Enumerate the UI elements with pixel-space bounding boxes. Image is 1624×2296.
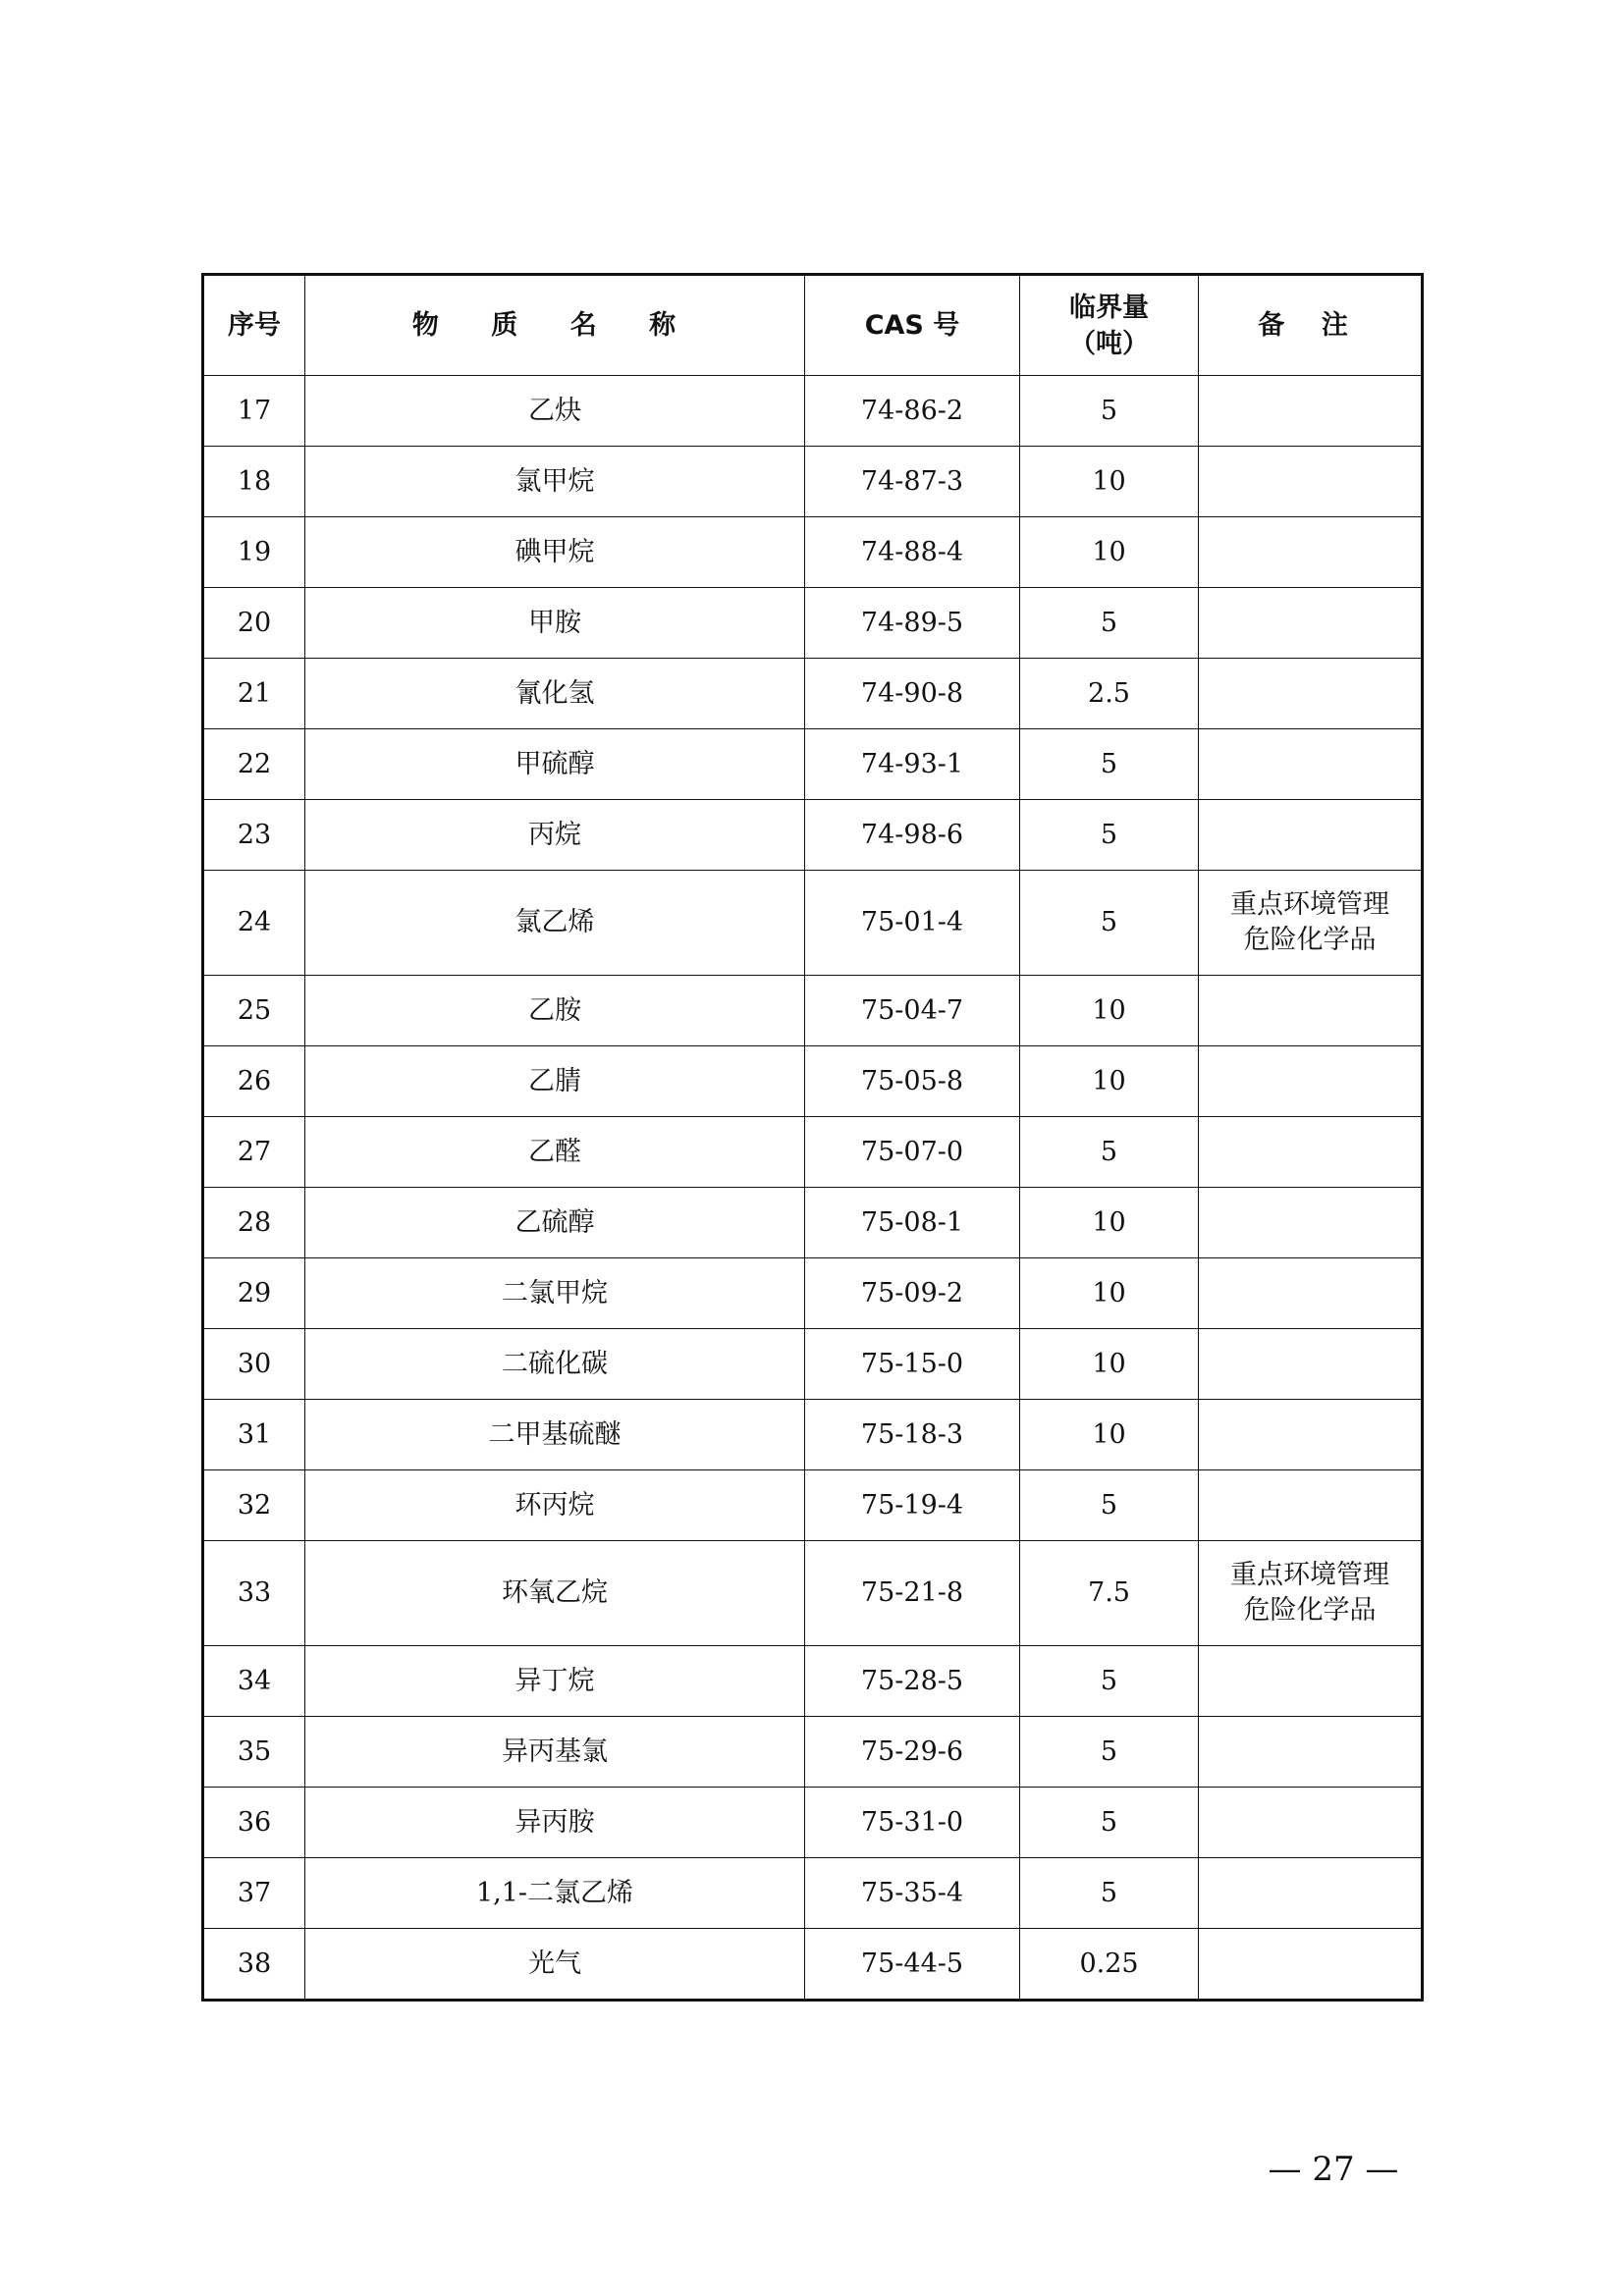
cell-threshold: 10 <box>1020 1400 1199 1470</box>
cell-cas: 74-89-5 <box>805 588 1020 659</box>
cell-threshold: 10 <box>1020 1329 1199 1400</box>
table-row <box>203 1717 1423 1788</box>
header-note: 备 注 <box>1199 275 1423 376</box>
table-row <box>203 376 1423 447</box>
cell-note <box>1199 447 1423 517</box>
cell-index: 33 <box>203 1541 305 1646</box>
cell-note <box>1199 376 1423 447</box>
hazard-substance-table-wrapper <box>201 273 1421 2002</box>
cell-name: 二硫化碳 <box>305 1329 805 1400</box>
cell-index: 27 <box>203 1117 305 1188</box>
table-row <box>203 1541 1423 1646</box>
cell-name: 乙醛 <box>305 1117 805 1188</box>
cell-index: 32 <box>203 1470 305 1541</box>
cell-threshold: 0.25 <box>1020 1929 1199 2001</box>
cell-note <box>1199 1117 1423 1188</box>
cell-cas: 75-28-5 <box>805 1646 1020 1717</box>
cell-note-line1: 重点环境管理 <box>1230 1560 1389 1590</box>
cell-threshold: 5 <box>1020 1717 1199 1788</box>
cell-name: 环氧乙烷 <box>305 1541 805 1646</box>
cell-name: 乙炔 <box>305 376 805 447</box>
cell-index: 20 <box>203 588 305 659</box>
cell-cas: 74-98-6 <box>805 800 1020 871</box>
cell-index: 24 <box>203 871 305 976</box>
cell-cas: 74-90-8 <box>805 659 1020 729</box>
cell-cas: 75-35-4 <box>805 1858 1020 1929</box>
cell-note <box>1199 976 1423 1046</box>
cell-index: 31 <box>203 1400 305 1470</box>
cell-threshold: 5 <box>1020 1117 1199 1188</box>
cell-name: 环丙烷 <box>305 1470 805 1541</box>
cell-index: 35 <box>203 1717 305 1788</box>
cell-note <box>1199 1929 1423 2001</box>
cell-note <box>1199 1646 1423 1717</box>
cell-index: 29 <box>203 1258 305 1329</box>
cell-threshold: 7.5 <box>1020 1541 1199 1646</box>
cell-cas: 74-93-1 <box>805 729 1020 800</box>
cell-note <box>1199 659 1423 729</box>
cell-cas: 75-44-5 <box>805 1929 1020 2001</box>
table-row <box>203 1117 1423 1188</box>
hazard-substance-table <box>201 273 1424 2002</box>
cell-name: 异丙胺 <box>305 1788 805 1858</box>
cell-threshold: 10 <box>1020 1046 1199 1117</box>
cell-index: 17 <box>203 376 305 447</box>
cell-cas: 75-31-0 <box>805 1788 1020 1858</box>
header-index: 序号 <box>203 275 305 376</box>
cell-cas: 75-15-0 <box>805 1329 1020 1400</box>
header-cas: CAS 号 <box>805 275 1020 376</box>
cell-threshold: 10 <box>1020 1188 1199 1258</box>
cell-note <box>1199 1046 1423 1117</box>
cell-name: 异丁烷 <box>305 1646 805 1717</box>
cell-name: 碘甲烷 <box>305 517 805 588</box>
cell-threshold: 5 <box>1020 871 1199 976</box>
cell-cas: 74-87-3 <box>805 447 1020 517</box>
cell-threshold: 5 <box>1020 1788 1199 1858</box>
table-row <box>203 447 1423 517</box>
cell-index: 38 <box>203 1929 305 2001</box>
cell-name: 1,1-二氯乙烯 <box>305 1858 805 1929</box>
cell-cas: 75-21-8 <box>805 1541 1020 1646</box>
cell-cas: 75-08-1 <box>805 1188 1020 1258</box>
table-row <box>203 1646 1423 1717</box>
header-threshold-label: 临界量 <box>1069 292 1149 323</box>
table-row <box>203 517 1423 588</box>
cell-threshold: 5 <box>1020 1646 1199 1717</box>
cell-threshold: 2.5 <box>1020 659 1199 729</box>
cell-name: 二甲基硫醚 <box>305 1400 805 1470</box>
table-row <box>203 871 1423 976</box>
cell-cas: 75-04-7 <box>805 976 1020 1046</box>
table-row <box>203 1046 1423 1117</box>
cell-note-line2: 危险化学品 <box>1243 925 1377 955</box>
cell-index: 19 <box>203 517 305 588</box>
cell-cas: 75-01-4 <box>805 871 1020 976</box>
cell-note <box>1199 1541 1423 1646</box>
table-row <box>203 659 1423 729</box>
cell-threshold: 5 <box>1020 588 1199 659</box>
table-row <box>203 1329 1423 1400</box>
table-header-row <box>203 275 1423 376</box>
cell-note <box>1199 871 1423 976</box>
header-threshold <box>1020 275 1199 376</box>
cell-cas: 74-86-2 <box>805 376 1020 447</box>
cell-note <box>1199 1329 1423 1400</box>
table-row <box>203 1788 1423 1858</box>
cell-index: 25 <box>203 976 305 1046</box>
cell-name: 二氯甲烷 <box>305 1258 805 1329</box>
cell-threshold: 5 <box>1020 376 1199 447</box>
cell-note <box>1199 1717 1423 1788</box>
cell-name: 异丙基氯 <box>305 1717 805 1788</box>
cell-cas: 75-18-3 <box>805 1400 1020 1470</box>
cell-threshold: 10 <box>1020 976 1199 1046</box>
cell-name: 甲硫醇 <box>305 729 805 800</box>
cell-threshold: 10 <box>1020 1258 1199 1329</box>
table-row <box>203 729 1423 800</box>
header-threshold-unit: （吨） <box>1069 328 1149 359</box>
cell-index: 26 <box>203 1046 305 1117</box>
cell-note-line1: 重点环境管理 <box>1230 889 1389 920</box>
cell-note <box>1199 1470 1423 1541</box>
cell-threshold: 5 <box>1020 1858 1199 1929</box>
cell-note-line2: 危险化学品 <box>1243 1595 1377 1626</box>
table-row <box>203 1400 1423 1470</box>
cell-note <box>1199 1188 1423 1258</box>
cell-cas: 75-09-2 <box>805 1258 1020 1329</box>
cell-note <box>1199 1400 1423 1470</box>
cell-index: 30 <box>203 1329 305 1400</box>
cell-name: 乙胺 <box>305 976 805 1046</box>
cell-name: 氯甲烷 <box>305 447 805 517</box>
table-row <box>203 1858 1423 1929</box>
cell-note <box>1199 1258 1423 1329</box>
cell-name: 乙腈 <box>305 1046 805 1117</box>
cell-cas: 75-07-0 <box>805 1117 1020 1188</box>
cell-index: 28 <box>203 1188 305 1258</box>
cell-threshold: 5 <box>1020 800 1199 871</box>
table-row <box>203 1258 1423 1329</box>
header-name: 物 质 名 称 <box>305 275 805 376</box>
cell-threshold: 5 <box>1020 729 1199 800</box>
cell-note <box>1199 517 1423 588</box>
cell-threshold: 10 <box>1020 447 1199 517</box>
cell-name: 光气 <box>305 1929 805 2001</box>
cell-note <box>1199 1858 1423 1929</box>
cell-threshold: 10 <box>1020 517 1199 588</box>
table-row <box>203 1470 1423 1541</box>
table-row <box>203 800 1423 871</box>
table-row <box>203 1188 1423 1258</box>
cell-index: 18 <box>203 447 305 517</box>
cell-note <box>1199 588 1423 659</box>
cell-name: 氯乙烯 <box>305 871 805 976</box>
cell-index: 34 <box>203 1646 305 1717</box>
cell-index: 21 <box>203 659 305 729</box>
cell-note <box>1199 800 1423 871</box>
cell-index: 23 <box>203 800 305 871</box>
cell-cas: 75-29-6 <box>805 1717 1020 1788</box>
cell-index: 36 <box>203 1788 305 1858</box>
cell-cas: 74-88-4 <box>805 517 1020 588</box>
cell-name: 甲胺 <box>305 588 805 659</box>
cell-cas: 75-05-8 <box>805 1046 1020 1117</box>
page-number: — 27 — <box>1268 2150 1399 2189</box>
cell-name: 氰化氢 <box>305 659 805 729</box>
cell-threshold: 5 <box>1020 1470 1199 1541</box>
table-row <box>203 976 1423 1046</box>
cell-name: 乙硫醇 <box>305 1188 805 1258</box>
cell-cas: 75-19-4 <box>805 1470 1020 1541</box>
table-row <box>203 588 1423 659</box>
cell-name: 丙烷 <box>305 800 805 871</box>
cell-note <box>1199 1788 1423 1858</box>
cell-note <box>1199 729 1423 800</box>
cell-index: 22 <box>203 729 305 800</box>
cell-index: 37 <box>203 1858 305 1929</box>
table-row <box>203 1929 1423 2001</box>
